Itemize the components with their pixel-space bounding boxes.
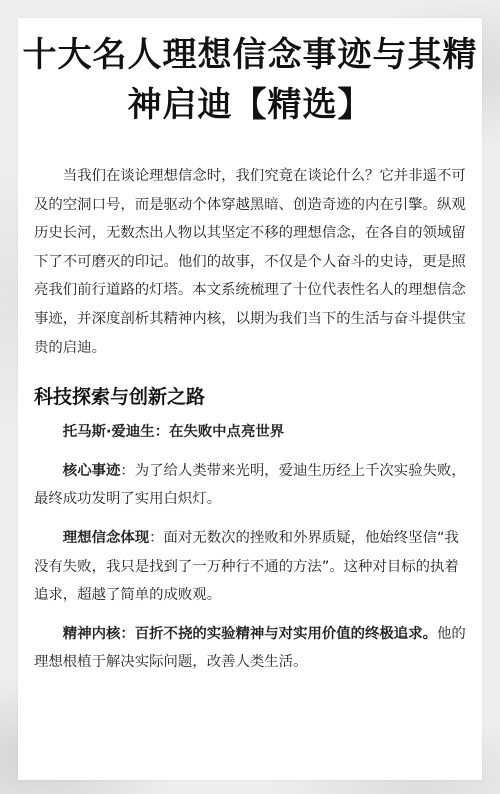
title-line-1: 十大名人理想信念事迹与其精 — [22, 35, 478, 75]
spirit-bold-text: ：百折不挠的实验精神与对实用价值的终极追求。 — [120, 625, 437, 642]
belief-paragraph — [34, 524, 466, 610]
spirit-paragraph — [34, 620, 466, 677]
article-body — [34, 162, 466, 687]
spirit-label: 精神内核 — [62, 625, 121, 642]
core-deeds-label: 核心事迹 — [62, 462, 121, 479]
title-line-2: 神启迪【精选】 — [127, 85, 373, 125]
core-deeds-paragraph — [34, 457, 466, 514]
spirit-text: 他的理想根植于解决实际问题，改善人类生活。 — [34, 625, 466, 671]
page-title — [0, 30, 500, 130]
person-subheading: 托马斯·爱迪生：在失败中点亮世界 — [62, 424, 285, 441]
core-deeds-text: ：为了给人类带来光明，爱迪生历经上千次实验失败，最终成功发明了实用白炽灯。 — [34, 462, 466, 508]
section-heading: 科技探索与创新之路 — [34, 386, 206, 409]
belief-label: 理想信念体现 — [62, 529, 150, 546]
intro-paragraph: 当我们在谈论理想信念时，我们究竟在谈论什么？它并非遥不可及的空洞口号，而是驱动个体穿越黑暗、创造奇迹的内在引擎。纵观历史长河，无数杰出人物以其坚定不移的理想信念，在各自的领域留下了不可磨灭的印记。他们的故事，不仅是个人奋斗的史诗，更是照亮我们前行道路的灯塔。本文系统梳理了十位代表性名人的理想信念事迹，并深度剖析其精神内核，以期为我们当下的生活与奋斗提供宝贵的启迪。 — [34, 168, 466, 356]
belief-text: ：面对无数次的挫败和外界质疑，他始终坚信“我没有失败，我只是找到了一万种行不通的方法”。这种对目标的执着追求，超越了简单的成败观。 — [34, 529, 459, 604]
